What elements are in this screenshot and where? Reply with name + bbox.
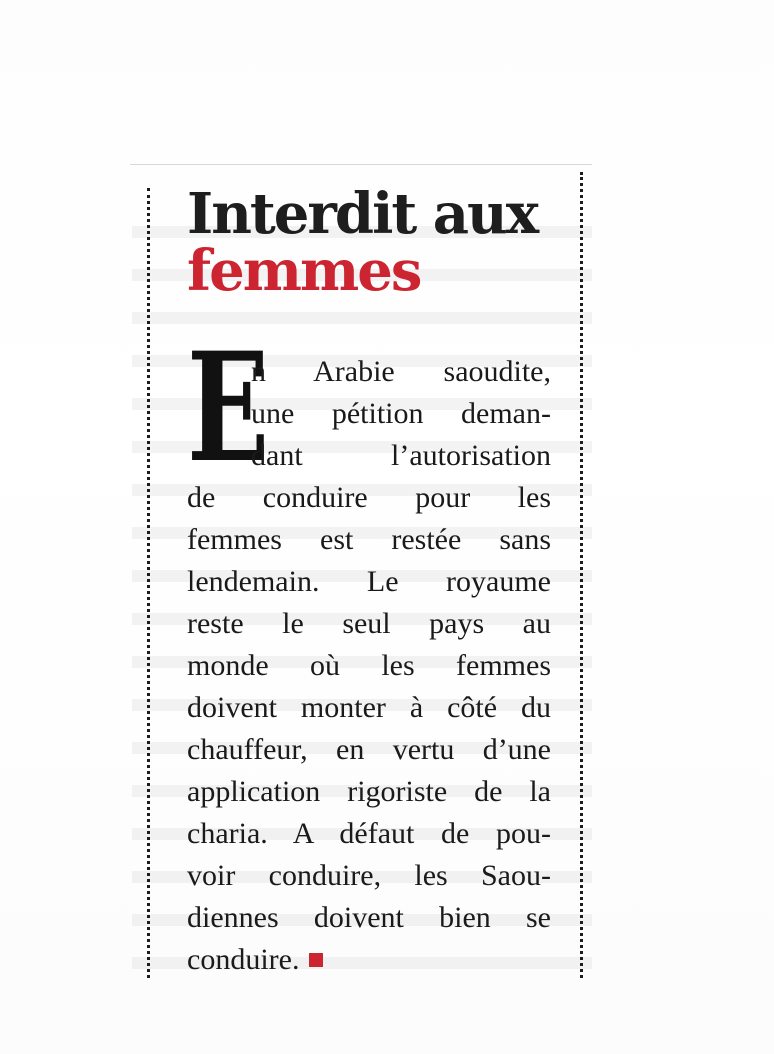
body-line: chauffeur, en vertu d’une bbox=[187, 733, 551, 766]
body-line-last bbox=[187, 940, 551, 980]
body-line: diennes doivent bien se bbox=[187, 901, 551, 934]
body-line: n Arabie saoudite, bbox=[251, 355, 551, 388]
body-line: reste le seul pays au bbox=[187, 607, 551, 640]
body-line: monde où les femmes bbox=[187, 649, 551, 682]
left-dotted-border bbox=[147, 188, 150, 978]
body-line: dant l’autorisation bbox=[251, 439, 551, 472]
top-rule bbox=[130, 164, 592, 171]
body-line: application rigoriste de la bbox=[187, 775, 551, 808]
body-line: doivent monter à côté du bbox=[187, 691, 551, 724]
headline-line-1: Interdit aux bbox=[187, 181, 538, 247]
body-line: une pétition deman- bbox=[251, 397, 551, 430]
body-line: de conduire pour les bbox=[187, 481, 551, 514]
end-mark-icon bbox=[309, 953, 323, 967]
headline-line-2: femmes bbox=[187, 238, 421, 304]
body-line: lendemain. Le royaume bbox=[187, 565, 551, 598]
body-line: voir conduire, les Saou- bbox=[187, 859, 551, 892]
article-headline bbox=[187, 181, 557, 304]
body-line-last-text: conduire. bbox=[187, 943, 300, 976]
body-line: charia. A défaut de pou- bbox=[187, 817, 551, 850]
right-dotted-border bbox=[580, 172, 583, 978]
body-line: femmes est restée sans bbox=[187, 523, 551, 556]
drop-cap-letter: E bbox=[187, 320, 270, 496]
drop-cap bbox=[187, 320, 270, 496]
